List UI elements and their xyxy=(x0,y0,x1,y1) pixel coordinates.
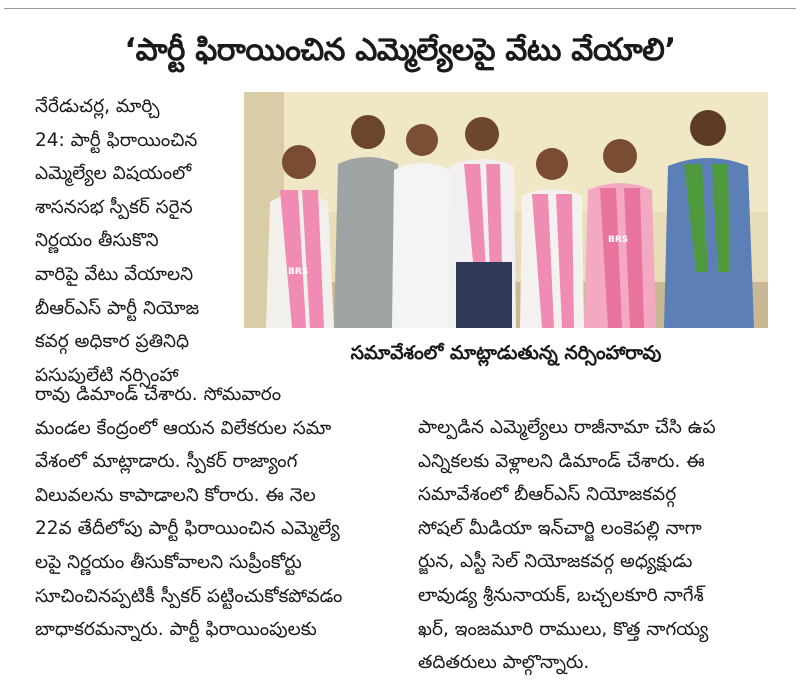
news-photo xyxy=(244,92,768,328)
article-line: సోషల్ మీడియా ఇన్‌చార్జి లంకెపల్లి నాగా xyxy=(418,517,702,539)
article-line: విలువలను కాపాడాలని కోరారు. ఈ నెల xyxy=(35,484,316,506)
article-line: ర్జున, ఎస్టీ సెల్ నియోజకవర్గ అధ్యక్షుడు xyxy=(418,551,693,573)
article-line: మండల కేంద్రంలో ఆయన విలేకరుల సమా xyxy=(35,417,332,439)
article-line: లపై నిర్ణయం తీసుకోవాలని సుప్రీంకోర్టు xyxy=(35,551,302,573)
article-line: నిర్ణయం తీసుకొని xyxy=(35,230,159,252)
article-column-right xyxy=(418,411,768,680)
article-line: తదితరులు పాల్గొన్నారు. xyxy=(418,652,590,674)
top-rule xyxy=(4,8,796,9)
article-line: బీఆర్ఎస్ పార్టీ నియోజ xyxy=(35,297,200,319)
article-line: వారిపై వేటు వేయాలని xyxy=(35,263,194,285)
article-line: నేరేడుచర్ల, మార్చి xyxy=(35,96,160,117)
article-column-left-bottom xyxy=(35,378,405,647)
article-line: ఎమ్మెల్యేల విషయంలో xyxy=(35,163,192,185)
article-line: ఎన్నికలకు వెళ్లాలని డిమాండ్ చేశారు. ఈ xyxy=(418,450,705,472)
article-line: 24: పార్టీ ఫిరాయించిన xyxy=(35,129,198,151)
article-line: శాసనసభ స్పీకర్ సరైన xyxy=(35,196,193,218)
article-line: లావుడ్య శ్రీనునాయక్, బచ్చలకూరి నాగేశ్ xyxy=(418,584,704,606)
article-line: రావు డిమాండ్ చేశారు. సోమవారం xyxy=(35,384,282,405)
scarf-label: BRS xyxy=(608,235,629,245)
article-line: ఖర్, ఇంజమూరి రాములు, కొత్త నాగయ్య xyxy=(418,618,709,640)
article-line: పసుపులేటి నర్సింహా xyxy=(35,364,179,386)
headline: ‘పార్టీ ఫిరాయించిన ఎమ్మెల్యేలపై వేటు వేయాలి’ xyxy=(124,32,676,68)
article-line: సమావేశంలో బీఆర్ఎస్ నియోజకవర్గ xyxy=(418,484,677,506)
article-line: సూచించినప్పటికీ స్పీకర్ పట్టించుకోకపోవడం xyxy=(35,585,343,607)
article-line: బాధాకరమన్నారు. పార్టీ ఫిరాయింపులకు xyxy=(35,619,317,641)
article-column-left-top xyxy=(35,90,235,392)
scarf-label: BRS xyxy=(288,267,309,277)
article-line: 22వ తేదీలోపు పార్టీ ఫిరాయించిన ఎమ్మెల్యే xyxy=(35,518,340,540)
photo-caption: సమావేశంలో మాట్లాడుతున్న నర్సింహారావు xyxy=(350,342,662,364)
article-line: వేశంలో మాట్లాడారు. స్పీకర్ రాజ్యాంగ xyxy=(35,451,298,473)
article-line: పాల్పడిన ఎమ్మెల్యేలు రాజీనామా చేసి ఉప xyxy=(418,417,716,438)
article-line: కవర్గ అధికార ప్రతినిధి xyxy=(35,331,190,353)
